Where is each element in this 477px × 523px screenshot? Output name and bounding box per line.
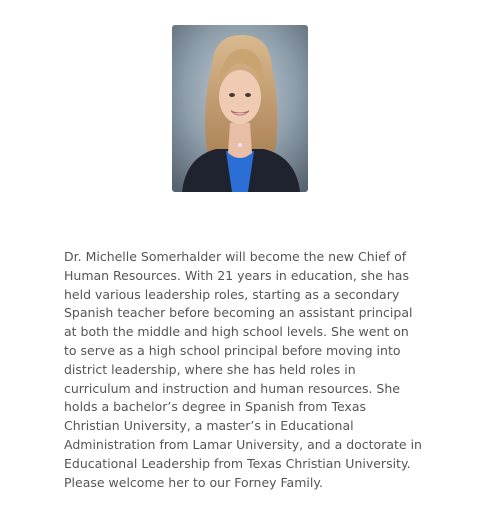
bio-line: to serve as a high school principal before moving into [64, 342, 401, 358]
bio-line: Administration from Lamar University, and a doctorate in [64, 436, 422, 452]
bio-line: Please welcome her to our Forney Family. [64, 474, 323, 490]
bio-line: Christian University, a master’s in Educational [64, 418, 354, 434]
bio-line: Spanish teacher before becoming an assistant principal [64, 305, 413, 321]
bio-line: curriculum and instruction and human resources. She [64, 380, 400, 396]
bio-paragraph [64, 248, 424, 492]
bio-line: Human Resources. With 21 years in education, she has [64, 267, 409, 283]
bio-line: Educational Leadership from Texas Christian University. [64, 455, 411, 471]
person-portrait-icon [172, 25, 308, 192]
bio-line: held various leadership roles, starting as a secondary [64, 286, 400, 302]
bio-line: district leadership, where she has held roles in [64, 361, 356, 377]
bio-line: holds a bachelor’s degree in Spanish from Texas [64, 399, 366, 415]
portrait-photo [172, 25, 308, 192]
bio-line: Dr. Michelle Somerhalder will become the new Chief of [64, 249, 407, 264]
bio-line: at both the middle and high school levels. She went on [64, 324, 409, 340]
